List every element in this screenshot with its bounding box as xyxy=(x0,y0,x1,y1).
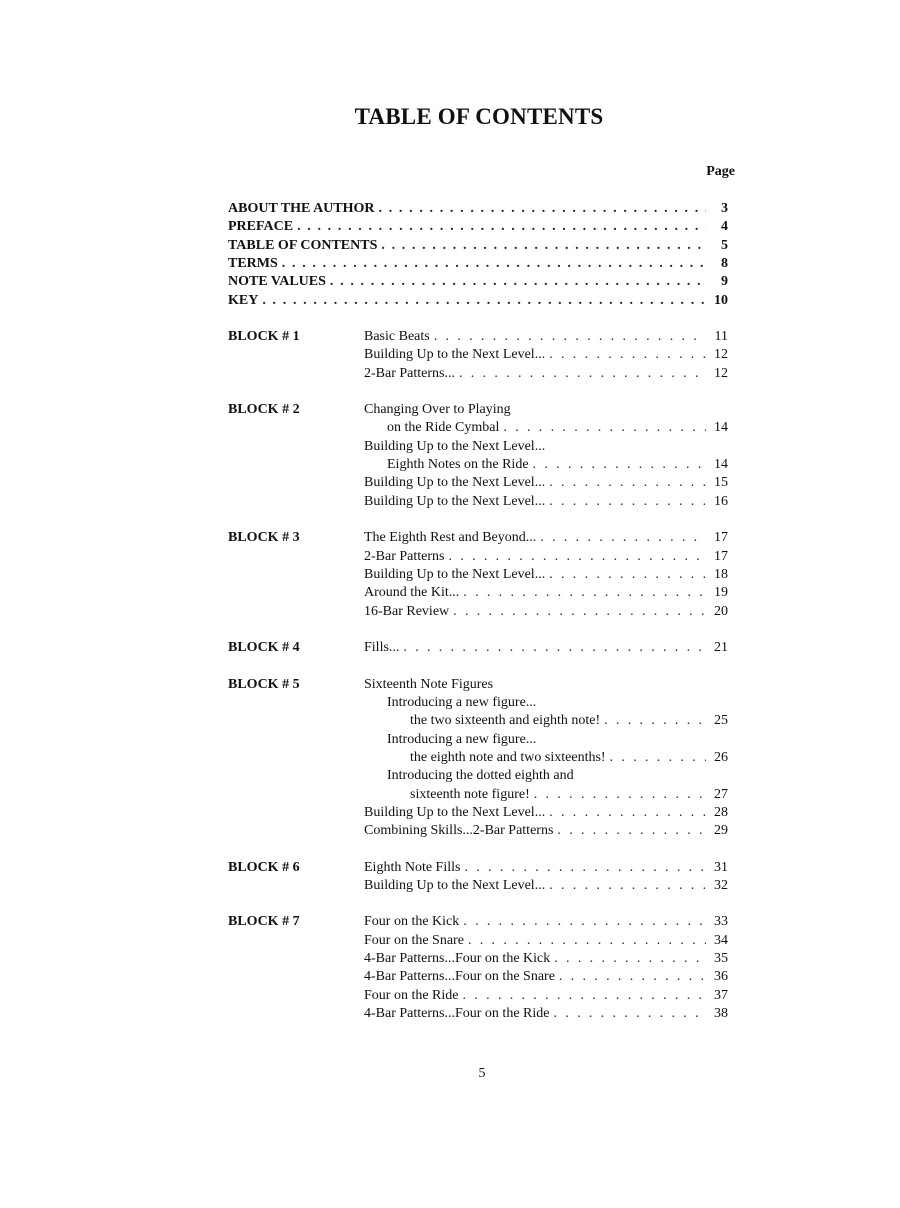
toc-entry[interactable] xyxy=(364,493,728,511)
toc-entry[interactable] xyxy=(364,566,728,584)
toc-entry-label: Four on the Snare xyxy=(364,933,464,948)
toc-page-number: 31 xyxy=(714,860,728,875)
dot-leader xyxy=(463,913,706,931)
toc-entry-label: 2-Bar Patterns... xyxy=(364,366,455,381)
toc-entry[interactable] xyxy=(364,968,728,986)
block-heading: BLOCK # 5 xyxy=(228,677,300,692)
toc-entry[interactable] xyxy=(228,255,728,273)
toc-entry-label: Eighth Notes on the Ride xyxy=(387,457,529,472)
toc-page-number: 27 xyxy=(714,787,728,802)
toc-entry-label: TABLE OF CONTENTS xyxy=(228,238,378,253)
dot-leader xyxy=(549,566,706,584)
toc-entry[interactable] xyxy=(364,932,728,950)
toc-entry-label: TERMS xyxy=(228,256,278,271)
toc-entry-label: Fills... xyxy=(364,640,400,655)
toc-entry[interactable] xyxy=(410,749,728,767)
toc-entry[interactable] xyxy=(228,273,728,291)
dot-leader xyxy=(330,273,706,291)
dot-leader xyxy=(448,548,706,566)
dot-leader xyxy=(549,493,706,511)
toc-entry[interactable] xyxy=(228,200,728,218)
dot-leader xyxy=(403,639,706,657)
toc-entry-heading: Introducing a new figure... xyxy=(387,732,537,747)
toc-entry-label: KEY xyxy=(228,293,259,308)
toc-entry[interactable] xyxy=(364,1005,728,1023)
toc-entry[interactable] xyxy=(364,346,728,364)
toc-page-number: 21 xyxy=(714,640,728,655)
dot-leader xyxy=(610,749,706,767)
toc-entry-heading: Building Up to the Next Level... xyxy=(364,439,546,454)
toc-page-number: 35 xyxy=(714,951,728,966)
toc-entry[interactable] xyxy=(410,786,728,804)
toc-entry[interactable] xyxy=(410,712,728,730)
dot-leader xyxy=(464,859,706,877)
dot-leader xyxy=(549,346,706,364)
toc-page-number: 10 xyxy=(714,293,728,308)
dot-leader xyxy=(559,968,706,986)
dot-leader xyxy=(534,786,706,804)
toc-entry[interactable] xyxy=(364,913,728,931)
toc-entry-label: Building Up to the Next Level... xyxy=(364,494,546,509)
toc-entry[interactable] xyxy=(364,859,728,877)
toc-entry[interactable] xyxy=(364,548,728,566)
toc-entry-label: 4-Bar Patterns...Four on the Ride xyxy=(364,1006,550,1021)
toc-entry-label: the eighth note and two sixteenths! xyxy=(410,750,606,765)
toc-page-number: 26 xyxy=(714,750,728,765)
toc-page-number: 12 xyxy=(714,366,728,381)
toc-entry[interactable] xyxy=(364,365,728,383)
page-number-footer: 5 xyxy=(478,1066,486,1081)
toc-entry-label: Four on the Ride xyxy=(364,988,459,1003)
block-heading: BLOCK # 7 xyxy=(228,914,300,929)
dot-leader xyxy=(503,419,706,437)
toc-entry[interactable] xyxy=(228,218,728,236)
dot-leader xyxy=(468,932,706,950)
toc-entry-label: Building Up to the Next Level... xyxy=(364,475,546,490)
toc-entry-label: 16-Bar Review xyxy=(364,604,450,619)
block-heading: BLOCK # 3 xyxy=(228,530,300,545)
toc-entry-heading: Sixteenth Note Figures xyxy=(364,677,494,692)
toc-page-number: 33 xyxy=(714,914,728,929)
toc-page-number: 14 xyxy=(714,420,728,435)
toc-entry[interactable] xyxy=(364,328,728,346)
toc-page-number: 34 xyxy=(714,933,728,948)
dot-leader xyxy=(463,584,706,602)
toc-entry-label: the two sixteenth and eighth note! xyxy=(410,713,601,728)
toc-entry-label: 4-Bar Patterns...Four on the Kick xyxy=(364,951,551,966)
dot-leader xyxy=(463,987,707,1005)
toc-entry[interactable] xyxy=(364,877,728,895)
dot-leader xyxy=(453,603,706,621)
toc-entry[interactable] xyxy=(387,419,728,437)
toc-entry-heading: Changing Over to Playing xyxy=(364,402,511,417)
dot-leader xyxy=(297,218,706,236)
page-column-heading: Page xyxy=(706,164,735,179)
toc-entry-label: on the Ride Cymbal xyxy=(387,420,500,435)
page-title: TABLE OF CONTENTS xyxy=(354,104,604,129)
toc-page-number: 37 xyxy=(714,988,728,1003)
toc-page-number: 5 xyxy=(721,238,728,253)
toc-page-number: 8 xyxy=(721,256,728,271)
toc-page-number: 32 xyxy=(714,878,728,893)
toc-page-number: 36 xyxy=(714,969,728,984)
toc-page-number: 28 xyxy=(714,805,728,820)
block-heading: BLOCK # 6 xyxy=(228,860,300,875)
dot-leader xyxy=(557,822,706,840)
toc-page-number: 12 xyxy=(714,347,728,362)
toc-entry-label: Four on the Kick xyxy=(364,914,460,929)
toc-entry[interactable] xyxy=(228,292,728,310)
toc-entry[interactable] xyxy=(364,584,728,602)
toc-entry-label: Around the Kit... xyxy=(364,585,460,600)
dot-leader xyxy=(540,529,706,547)
dot-leader xyxy=(549,877,706,895)
toc-entry[interactable] xyxy=(364,950,728,968)
toc-entry-label: Combining Skills...2-Bar Patterns xyxy=(364,823,554,838)
dot-leader xyxy=(549,474,706,492)
toc-page-number: 20 xyxy=(714,604,728,619)
toc-page-number: 4 xyxy=(721,219,728,234)
toc-page-number: 19 xyxy=(714,585,728,600)
toc-entry[interactable] xyxy=(364,639,728,657)
toc-entry-label: PREFACE xyxy=(228,219,294,234)
dot-leader xyxy=(379,200,706,218)
toc-entry-label: ABOUT THE AUTHOR xyxy=(228,201,375,216)
dot-leader xyxy=(434,328,706,346)
toc-entry[interactable] xyxy=(364,987,728,1005)
toc-page-number: 3 xyxy=(721,201,728,216)
toc-entry[interactable] xyxy=(364,474,728,492)
toc-entry-label: Building Up to the Next Level... xyxy=(364,347,546,362)
block-heading: BLOCK # 1 xyxy=(228,329,300,344)
dot-leader xyxy=(553,1005,706,1023)
toc-page-number: 11 xyxy=(714,329,728,344)
toc-entry[interactable] xyxy=(364,804,728,822)
toc-entry[interactable] xyxy=(364,529,728,547)
block-heading: BLOCK # 2 xyxy=(228,402,300,417)
toc-entry[interactable] xyxy=(387,456,728,474)
toc-entry-heading: Introducing the dotted eighth and xyxy=(387,768,574,783)
dot-leader xyxy=(459,365,706,383)
toc-entry-label: Building Up to the Next Level... xyxy=(364,878,546,893)
toc-page-number: 38 xyxy=(714,1006,728,1021)
toc-entry-label: Building Up to the Next Level... xyxy=(364,567,546,582)
toc-entry[interactable] xyxy=(228,237,728,255)
toc-entry-label: 4-Bar Patterns...Four on the Snare xyxy=(364,969,555,984)
dot-leader xyxy=(533,456,706,474)
toc-page-number: 14 xyxy=(714,457,728,472)
toc-page-number: 17 xyxy=(714,530,728,545)
dot-leader xyxy=(282,255,706,273)
toc-entry[interactable] xyxy=(364,603,728,621)
dot-leader xyxy=(554,950,706,968)
toc-entry-label: Basic Beats xyxy=(364,329,430,344)
toc-page-number: 25 xyxy=(714,713,728,728)
dot-leader xyxy=(604,712,706,730)
toc-page-number: 15 xyxy=(714,475,728,490)
toc-entry[interactable] xyxy=(364,822,728,840)
dot-leader xyxy=(549,804,706,822)
toc-entry-label: The Eighth Rest and Beyond... xyxy=(364,530,537,545)
dot-leader xyxy=(262,292,706,310)
toc-page-number: 9 xyxy=(721,274,728,289)
toc-entry-label: NOTE VALUES xyxy=(228,274,326,289)
toc-page-number: 16 xyxy=(714,494,728,509)
toc-entry-label: Building Up to the Next Level... xyxy=(364,805,546,820)
toc-page-number: 18 xyxy=(714,567,728,582)
block-heading: BLOCK # 4 xyxy=(228,640,300,655)
toc-entry-heading: Introducing a new figure... xyxy=(387,695,537,710)
toc-page-number: 17 xyxy=(714,549,728,564)
toc-page-number: 29 xyxy=(714,823,728,838)
toc-entry-label: Eighth Note Fills xyxy=(364,860,461,875)
toc-entry-label: 2-Bar Patterns xyxy=(364,549,445,564)
toc-entry-label: sixteenth note figure! xyxy=(410,787,530,802)
dot-leader xyxy=(381,237,706,255)
